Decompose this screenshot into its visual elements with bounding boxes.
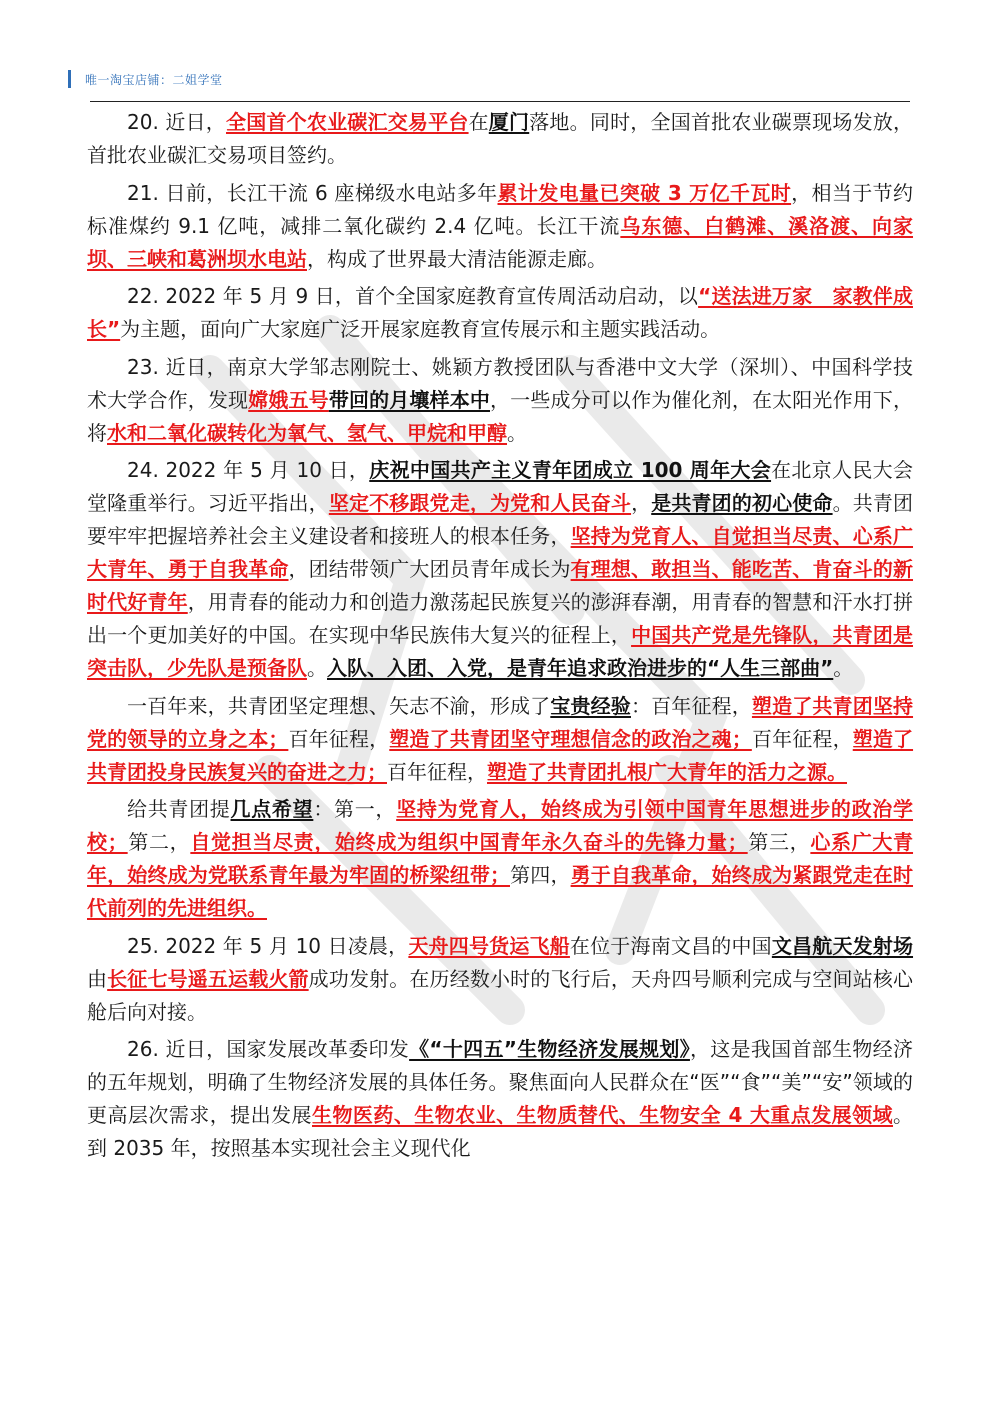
highlight-red: 嫦娥五号 (248, 387, 329, 412)
highlight-red: 水和二氧化碳转化为氧气、氢气、甲烷和甲醇 (107, 420, 507, 445)
text-segment: 百年征程， (387, 759, 487, 784)
highlight-red: 中国共产党是先锋队，共青团是突击队，少先队是预备队 (87, 623, 914, 680)
highlight-red: 塑造了共青团坚持党的领导的立身之本； (87, 693, 914, 751)
highlight-red: 塑造了共青团投身民族复兴的奋进之力； (87, 726, 914, 784)
highlight-bold: 带回的月壤样本中 (328, 387, 491, 412)
highlight-red: “送法进万家 家教伴成长” (87, 284, 913, 341)
header-store-label: 唯一淘宝店铺：二姐学堂 (85, 72, 223, 87)
text-segment: ，这是我国首部生物经济的五年规划，明确了生物经济发展的具体任务。聚焦面向人民群众在“医”“食”“美”“安”领域的更高层次需求，提出发展 (87, 1037, 913, 1127)
text-segment: 百年征程， (751, 726, 853, 751)
text-segment: 。 (307, 656, 327, 680)
paragraph-20 (87, 106, 913, 172)
text-segment: 由 (87, 966, 108, 991)
highlight-red: 天舟四号货运飞船 (408, 933, 570, 958)
highlight-bold: 《“十四五”生物经济发展规划》 (409, 1037, 690, 1061)
text-segment: 20. 近日， (127, 110, 227, 134)
page-header (68, 68, 223, 90)
paragraph-26 (87, 1033, 913, 1165)
text-segment: 第三， (747, 830, 811, 854)
paragraph-21 (87, 177, 913, 276)
text-segment: 在北京人民大会堂隆重举行。习近平指出， (87, 458, 913, 515)
text-segment: 为主题，面向广大家庭广泛开展家庭教育宣传展示和主题实践活动。 (120, 317, 721, 341)
text-segment: 22. 2022 年 5 月 9 日，首个全国家庭教育宣传周活动启动，以 (127, 284, 699, 308)
text-segment: 一百年来，共青团坚定理想、矢志不渝，形成了 (127, 693, 551, 718)
text-segment: ，一些成分可以作为催化剂，在太阳光作用下，将 (87, 387, 914, 445)
highlight-red: 塑造了共青团坚守理想信念的政治之魂； (389, 726, 752, 751)
text-segment: 给共青团提 (127, 797, 231, 821)
text-segment: 23. 近日，南京大学邹志刚院士、姚颖方教授团队与香港中文大学（深圳）、中国科学技术大学合作，发现 (87, 354, 913, 412)
highlight-bold: 入队、入团、入党，是青年追求政治进步的“人生三部曲” (327, 656, 834, 680)
text-segment: 在位于海南文昌的中国 (569, 933, 772, 958)
paragraph-25 (87, 930, 913, 1029)
header-divider (90, 101, 910, 102)
paragraph-24 (87, 454, 913, 685)
highlight-bold: 厦门 (488, 110, 530, 134)
paragraph-22 (87, 280, 913, 346)
paragraph-24-hopes (87, 793, 913, 925)
highlight-red: 累计发电量已突破 3 万亿千瓦时 (497, 180, 792, 205)
article-body (87, 106, 913, 1170)
text-segment: 在 (468, 110, 489, 134)
highlight-bold: 是共青团的初心使命 (651, 491, 833, 515)
text-segment: 百年征程， (288, 726, 390, 751)
text-segment: ，用青春的能动力和创造力激荡起民族复兴的澎湃春潮，用青春的智慧和汗水打拼出一个更加美好的中国。在实现中华民族伟大复兴的征程上， (87, 590, 913, 647)
text-segment: 21. 日前，长江干流 6 座梯级水电站多年 (127, 180, 498, 205)
highlight-bold: 文昌航天发射场 (771, 933, 914, 958)
highlight-red: 坚定不移跟党走，为党和人民奋斗 (328, 491, 632, 515)
highlight-red: 塑造了共青团扎根广大青年的活力之源。 (487, 759, 847, 784)
highlight-red: 全国首个农业碳汇交易平台 (226, 110, 469, 134)
highlight-red: 心系广大青年，始终成为党联系青年最为牢固的桥梁纽带； (87, 830, 914, 887)
text-segment: 落地。同时，全国首批农业碳票现场发放，首批农业碳汇交易项目签约。 (87, 110, 914, 167)
text-segment: 。 (507, 420, 527, 445)
highlight-red: 生物医药、生物农业、生物质替代、生物安全 4 大重点发展领域 (312, 1103, 894, 1127)
highlight-red: 坚持为党育人，始终成为引领中国青年思想进步的政治学校； (87, 797, 914, 854)
text-segment: 24. 2022 年 5 月 10 日， (127, 458, 370, 482)
highlight-bold: 宝贵经验 (550, 693, 631, 718)
text-segment: 成功发射。在历经数小时的飞行后，天舟四号顺利完成与空间站核心舱后向对接。 (87, 966, 914, 1024)
paragraph-24-experience (87, 690, 913, 789)
header-accent-bar (68, 70, 71, 88)
text-segment: ，相当于节约标准煤约 9.1 亿吨，减排二氧化碳约 2.4 亿吨。长江干流 (87, 180, 914, 238)
highlight-bold: 庆祝中国共产主义青年团成立 100 周年大会 (369, 458, 772, 482)
highlight-red: 乌东德、白鹤滩、溪洛渡、向家坝、三峡和葛洲坝水电站 (87, 213, 914, 271)
text-segment: 。 (833, 656, 854, 680)
highlight-red: 坚持为党育人、自觉担当尽责、心系广大青年、勇于自我革命 (87, 524, 914, 581)
text-segment: ：第一， (313, 797, 397, 821)
highlight-red: 有理想、敢担当、能吃苦、肯奋斗的新时代好青年 (87, 557, 914, 614)
highlight-bold: 几点希望 (230, 797, 314, 821)
text-segment: ，构成了世界最大清洁能源走廊。 (307, 246, 607, 271)
text-segment: ，团结带领广大团员青年成长为 (288, 557, 571, 581)
highlight-red: 长征七号遥五运载火箭 (107, 966, 309, 991)
paragraph-23 (87, 351, 913, 450)
text-segment: 25. 2022 年 5 月 10 日凌晨， (127, 933, 409, 958)
text-segment: 26. 近日，国家发展改革委印发 (127, 1037, 410, 1061)
text-segment: 。共青团要牢牢把握培养社会主义建设者和接班人的根本任务， (87, 491, 914, 548)
text-segment: 第四， (510, 863, 571, 887)
highlight-red: 自觉担当尽责，始终成为组织中国青年永久奋斗的先锋力量； (190, 830, 748, 854)
highlight-red: 勇于自我革命，始终成为紧跟党走在时代前列的先进组织。 (87, 863, 914, 920)
text-segment: ， (631, 491, 652, 515)
text-segment: 第二， (127, 830, 191, 854)
text-segment: 。到 2035 年，按照基本实现社会主义现代化 (87, 1103, 914, 1160)
text-segment: ：百年征程， (630, 693, 752, 718)
